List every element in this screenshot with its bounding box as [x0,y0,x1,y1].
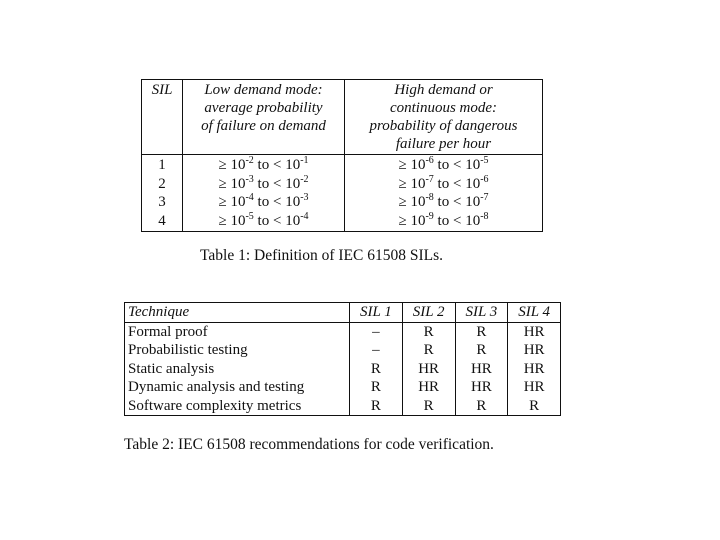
lt-symbol: < [452,212,462,229]
sil-2-cell: R [402,397,455,416]
low-demand-range-cell [183,155,345,175]
power-base: 10 [285,175,301,192]
table2-caption: Table 2: IEC 61508 recommendations for code verification. [124,436,494,453]
table-row [125,360,561,379]
sil-4-cell: R [508,397,561,416]
high-demand-header [345,80,543,155]
sil-4-cell: HR [508,360,561,379]
technique-name-cell: Probabilistic testing [125,341,350,360]
upper-exponent: -3 [300,192,309,203]
sil-header: SIL [142,80,183,155]
lower-exponent: -9 [425,210,434,222]
sil-4-cell: HR [508,322,561,341]
table-row [125,341,561,360]
lt-symbol: < [452,175,462,192]
table2-body [125,322,561,416]
high-demand-header-line: probability of dangerous [369,118,518,134]
sil-level-cell: 4 [142,212,183,232]
lt-symbol: < [272,157,282,173]
sil-2-cell: R [402,341,455,360]
high-demand-header-line: High demand or [394,82,493,98]
power-base: 10 [285,194,301,210]
low-demand-range-cell [183,175,345,194]
technique-name-cell: Dynamic analysis and testing [125,378,350,397]
table1-header-row [142,80,543,155]
high-demand-range-cell [345,193,543,212]
sil-3-cell: R [455,322,508,341]
power-base: 10 [410,175,426,192]
table1-caption: Table 1: Definition of IEC 61508 SILs. [200,247,444,264]
table-row [142,175,543,194]
low-demand-range-cell [183,193,345,212]
high-demand-header-line: continuous mode: [389,100,498,116]
table-row [142,193,543,212]
sil-4-cell: HR [508,378,561,397]
geq-symbol: ≥ [398,212,407,229]
power-base: 10 [465,175,481,192]
to-word: to [257,212,270,229]
lower-exponent: -4 [245,192,254,203]
lower-exponent: -5 [245,210,254,222]
geq-symbol: ≥ [398,194,407,210]
sil-definition-table [141,79,543,232]
low-demand-header-line: Low demand mode: [204,82,323,98]
to-word: to [257,194,270,210]
table-row [125,322,561,341]
lt-symbol: < [272,212,282,229]
lt-symbol: < [452,157,462,173]
table1-body [142,155,543,232]
upper-exponent: -5 [480,155,489,166]
to-word: to [437,157,450,173]
sil-2-cell: HR [402,360,455,379]
sil-3-cell: R [455,341,508,360]
sil-4-header: SIL 4 [508,303,561,323]
table-row [125,378,561,397]
lower-exponent: -3 [245,173,254,185]
sil-1-cell: R [350,360,403,379]
sil-1-cell: R [350,397,403,416]
technique-name-cell: Static analysis [125,360,350,379]
sil-3-cell: HR [455,360,508,379]
sil-2-cell: HR [402,378,455,397]
geq-symbol: ≥ [218,157,227,173]
sil-2-header: SIL 2 [402,303,455,323]
sil-3-cell: R [455,397,508,416]
power-base: 10 [230,194,246,210]
power-base: 10 [465,194,481,210]
to-word: to [437,194,450,210]
geq-symbol: ≥ [398,175,407,192]
sil-level-cell: 2 [142,175,183,194]
high-demand-range-cell [345,155,543,175]
low-demand-header [183,80,345,155]
table-row [125,397,561,416]
sil-1-cell: R [350,378,403,397]
low-demand-header-line: average probability [204,100,323,116]
low-demand-header-line: of failure on demand [201,118,326,134]
sil-3-cell: HR [455,378,508,397]
high-demand-range-cell [345,175,543,194]
power-base: 10 [410,157,426,173]
lt-symbol: < [452,194,462,210]
to-word: to [257,157,270,173]
upper-exponent: -7 [480,192,489,203]
to-word: to [437,212,450,229]
geq-symbol: ≥ [218,194,227,210]
table-row [142,155,543,175]
table2-header-row [125,303,561,323]
power-base: 10 [230,212,246,229]
upper-exponent: -1 [300,155,309,166]
geq-symbol: ≥ [218,212,227,229]
power-base: 10 [410,212,426,229]
technique-name-cell: Formal proof [125,322,350,341]
power-base: 10 [285,157,301,173]
low-demand-range-cell [183,212,345,232]
high-demand-range-cell [345,212,543,232]
code-verification-table [124,302,561,416]
sil-level-cell: 1 [142,155,183,175]
upper-exponent: -4 [300,210,309,222]
sil-level-cell: 3 [142,193,183,212]
sil-4-cell: HR [508,341,561,360]
lower-exponent: -2 [245,155,254,166]
upper-exponent: -6 [480,173,489,185]
sil-2-cell: R [402,322,455,341]
technique-name-cell: Software complexity metrics [125,397,350,416]
geq-symbol: ≥ [218,175,227,192]
upper-exponent: -8 [480,210,489,222]
sil-1-header: SIL 1 [350,303,403,323]
geq-symbol: ≥ [398,157,407,173]
upper-exponent: -2 [300,173,309,185]
technique-header: Technique [125,303,350,323]
sil-1-cell: – [350,322,403,341]
sil-3-header: SIL 3 [455,303,508,323]
high-demand-header-line: failure per hour [395,136,492,152]
power-base: 10 [410,194,426,210]
to-word: to [437,175,450,192]
power-base: 10 [465,157,481,173]
lt-symbol: < [272,175,282,192]
sil-1-cell: – [350,341,403,360]
lower-exponent: -8 [425,192,434,203]
lower-exponent: -7 [425,173,434,185]
table-row [142,212,543,232]
power-base: 10 [465,212,481,229]
power-base: 10 [230,157,246,173]
power-base: 10 [230,175,246,192]
lower-exponent: -6 [425,155,434,166]
power-base: 10 [285,212,301,229]
to-word: to [257,175,270,192]
lt-symbol: < [272,194,282,210]
